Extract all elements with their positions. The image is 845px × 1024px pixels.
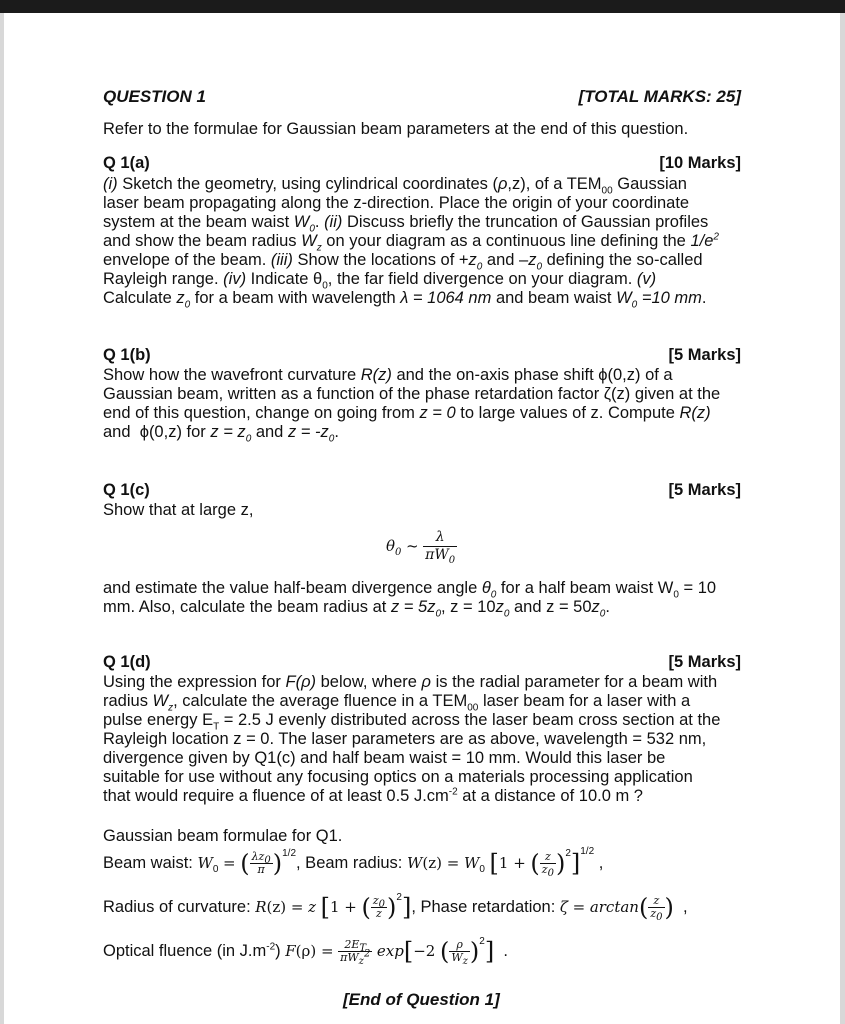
intro-text: Refer to the formulae for Gaussian beam parameters at the end of this question.	[103, 120, 689, 138]
q1a-line: laser beam propagating along the z-direction. Place the origin of your coordinate	[103, 194, 690, 212]
q1c-text: Show that at large z,	[103, 501, 254, 519]
q1b-line: end of this question, change on going from z = 0 to large values of z. Compute R(z)	[103, 404, 711, 422]
q1b-line: Show how the wavefront curvature R(z) and the on-axis phase shift ϕ(0,z) of a	[103, 366, 673, 384]
q1d-label: Q 1(d)	[103, 653, 151, 671]
q1a-label: Q 1(a)	[103, 154, 150, 172]
q1a-line: (i) Sketch the geometry, using cylindrical coordinates (ρ,z), of a $TEM_{00}$ Gaussian	[103, 175, 687, 197]
q1d-line: pulse energy $E_T = 2.5$ J evenly distributed across the laser beam cross section at the	[103, 711, 721, 733]
q1a-line: envelope of the beam. (iii) Show the locations of $+z_0$ and $-z_0$ defining the so-called	[103, 251, 703, 273]
fluence-formula: Optical fluence (in $J.m^{-2}$) F(ρ) = $\frac{2E_T}{\pi W_z^2}$ exp[−2 ( $\frac{\rho}{W_z}$ )$^2$] .	[103, 935, 508, 968]
q1d-line: Rayleigh location z = 0. The laser parameters are as above, wavelength = 532 nm,	[103, 730, 707, 748]
q1d-marks: [5 Marks]	[668, 653, 741, 671]
q1b-label: Q 1(b)	[103, 346, 151, 364]
divergence-equation: $\theta_0$ ~ $\frac{\lambda}{\pi W_0}$	[386, 529, 456, 566]
q1a-line: Rayleigh range. (iv) Indicate $\theta_0$, the far field divergence on your diagram. (v)	[103, 270, 657, 292]
q1c-line: mm. Also, calculate the beam radius at $z = 5z_0$, $z = 10z_0$ and $z = 50z_0$.	[103, 598, 610, 620]
q1b-line: and ϕ(0,z) for $z = z_0$ and $z = -z_0$.	[103, 423, 339, 445]
q1a-marks: [10 Marks]	[659, 154, 741, 172]
q1c-label: Q 1(c)	[103, 481, 150, 499]
q1c-marks: [5 Marks]	[668, 481, 741, 499]
curvature-formula: Radius of curvature: R(z) = z [1 + ( $\frac{z_0}{z}$ )$^2$], Phase retardation: ζ = arctan( $\frac{z}{z_0}$ ) ,	[103, 891, 688, 924]
q1a-line: Calculate $z_0$ for a beam with wavelength λ = 1064 nm and beam waist $W_0 =10$ mm.	[103, 289, 707, 311]
formulae-heading: Gaussian beam formulae for Q1.	[103, 827, 343, 845]
q1a-line: and show the beam radius $W_z$ on your diagram as a continuous line defining the $1/e^2$	[103, 231, 719, 254]
top-bar	[0, 0, 845, 13]
q1d-line: Using the expression for F(ρ) below, where ρ is the radial parameter for a beam with	[103, 673, 718, 691]
q1b-marks: [5 Marks]	[668, 346, 741, 364]
question-title: QUESTION 1	[103, 87, 206, 106]
q1d-line: suitable for use without any focusing optics on a materials processing application	[103, 768, 693, 786]
q1d-line: divergence given by Q1(c) and half beam waist = 10 mm. Would this laser be	[103, 749, 666, 767]
document-page	[4, 13, 840, 1024]
q1d-line: that would require a fluence of at least 0.5 $J.cm^{-2}$ at a distance of 10.0 m ?	[103, 786, 643, 805]
q1c-line: and estimate the value half-beam divergence angle $\theta_0$ for a half beam waist $W_0 = 10$	[103, 579, 717, 601]
total-marks: [TOTAL MARKS: 25]	[578, 87, 741, 106]
q1a-line: system at the beam waist $W_0$. (ii) Discuss briefly the truncation of Gaussian profiles	[103, 213, 709, 235]
q1d-line: radius $W_z$, calculate the average fluence in a $TEM_{00}$ laser beam for a laser with a	[103, 692, 691, 714]
end-of-question: [End of Question 1]	[343, 990, 500, 1009]
beam-waist-formula: Beam waist: $W_0$ = ( $\frac{\lambda z_0}{\pi}$ )$^{1/2}$, Beam radius: $W(z) = W_0$ [1 + ( $\frac{z}{z_0}$ )$^2$]$^{1/2}$ ,	[103, 845, 604, 880]
q1b-line: Gaussian beam, written as a function of the phase retardation factor ζ(z) given at the	[103, 385, 721, 403]
